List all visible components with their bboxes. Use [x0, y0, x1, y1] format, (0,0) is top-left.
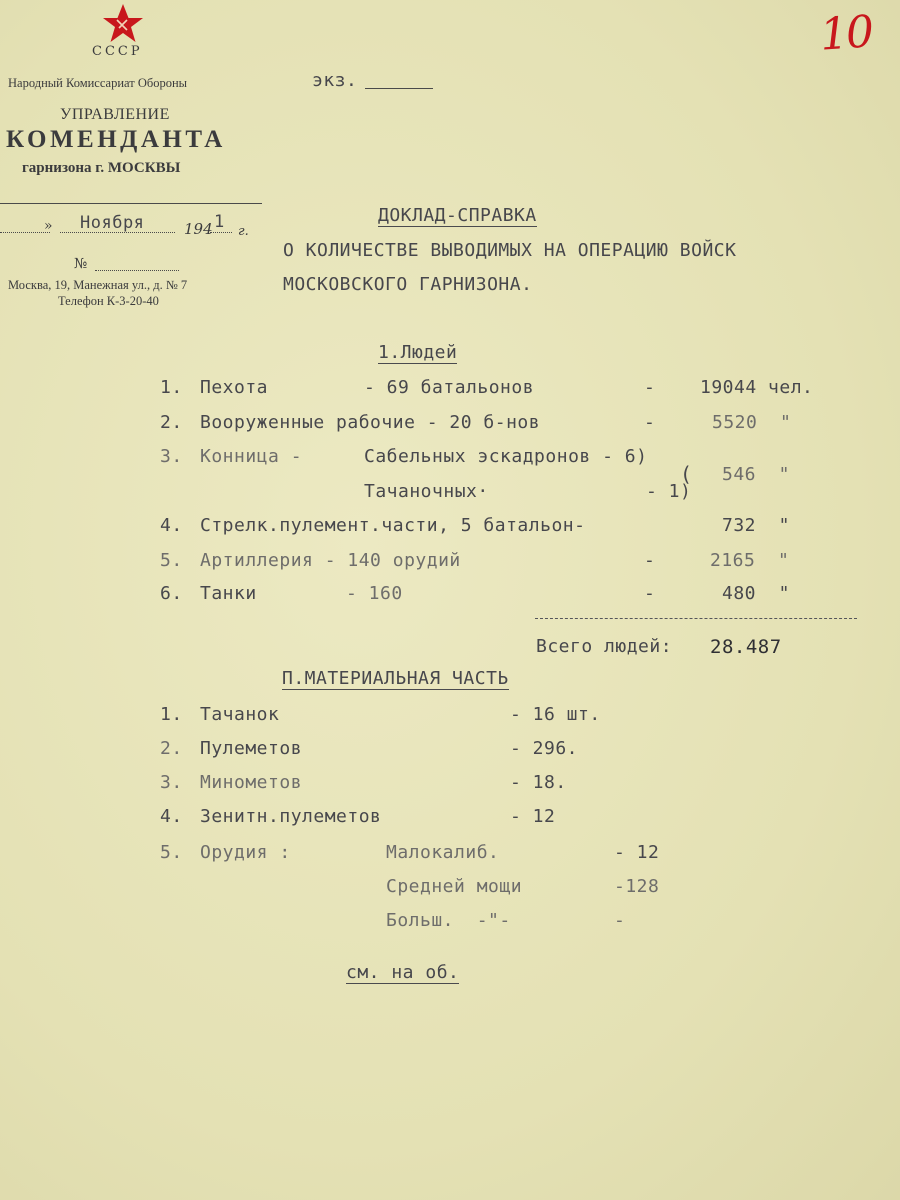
date-month: Ноября: [80, 213, 145, 233]
s1-row1-detail: - 69 батальонов: [364, 377, 535, 398]
section2-heading: П.МАТЕРИАЛЬНАЯ ЧАСТЬ: [282, 668, 509, 689]
letterhead-rule: [0, 203, 262, 204]
s1-row3-text: Конница -: [200, 446, 303, 467]
number-label: №: [74, 256, 88, 272]
document-title: ДОКЛАД-СПРАВКА: [378, 205, 537, 226]
date-day-line: [0, 232, 50, 233]
gun-type-2: Средней мощи: [386, 876, 523, 897]
s2-row1-num: 1.: [160, 704, 183, 725]
s2-row4-text: Зенитн.пулеметов: [200, 806, 382, 827]
s1-row4-text: Стрелк.пулемент.части, 5 батальон-: [200, 515, 586, 536]
s1-row3-num: 3.: [160, 446, 183, 467]
gun-type-3: Больш. -"-: [386, 910, 511, 931]
s1-row6-num: 6.: [160, 583, 183, 604]
s1-row2-text: Вооруженные рабочие - 20 б-нов: [200, 412, 541, 433]
s1-row3b-detail: Тачаночных·: [364, 481, 489, 502]
s1-row1-value: 19044 чел.: [700, 377, 814, 398]
copy-label: экз.: [312, 70, 358, 91]
cavalry-bracket: (: [680, 462, 693, 486]
letterhead-dept1: УПРАВЛЕНИЕ: [60, 106, 170, 123]
s2-row4-num: 4.: [160, 806, 183, 827]
s1-row6-value: 480 ": [722, 583, 791, 604]
s1-row6-dash: -: [644, 583, 656, 604]
document-subtitle-1: О КОЛИЧЕСТВЕ ВЫВОДИМЫХ НА ОПЕРАЦИЮ ВОЙСК: [283, 240, 737, 261]
s1-row4-value: 732 ": [722, 515, 791, 536]
s1-row2-dash: -: [644, 412, 656, 433]
date-year-print: 194: [184, 220, 213, 238]
s1-row3b-dash: - 1): [646, 481, 692, 502]
footer-note: см. на об.: [346, 962, 460, 983]
total-rule: [535, 618, 857, 619]
gun-value-3: -: [614, 910, 626, 931]
copy-line: [365, 88, 433, 89]
date-year-line: [210, 232, 232, 233]
s2-row1-value: - 16 шт.: [510, 704, 601, 725]
red-star-icon: [100, 2, 146, 46]
total-label: Всего людей:: [536, 636, 673, 657]
letterhead-address: Москва, 19, Манежная ул., д. № 7: [8, 278, 188, 292]
letterhead-commissariat: Народный Комиссариат Обороны: [8, 76, 188, 90]
letterhead-dept3: гарнизона г. МОСКВЫ: [22, 160, 181, 176]
s1-row2-num: 2.: [160, 412, 183, 433]
s1-row5-num: 5.: [160, 550, 183, 571]
s1-row2-value: 5520 ": [712, 412, 792, 433]
letterhead-country: СССР: [92, 44, 143, 59]
date-quote: »: [44, 218, 53, 234]
s1-row1-dash: -: [644, 377, 656, 398]
s1-row3-detail: Сабельных эскадронов - 6): [364, 446, 648, 467]
letterhead-dept2: КОМЕНДАНТА: [6, 126, 226, 153]
gun-value-2: -128: [614, 876, 660, 897]
s1-row4-num: 4.: [160, 515, 183, 536]
s1-row6-text: Танки: [200, 583, 257, 604]
s2-row4-value: - 12: [510, 806, 556, 827]
s2-row3-text: Минометов: [200, 772, 303, 793]
s1-row5-text: Артиллерия - 140 орудий: [200, 550, 461, 571]
s2-row2-text: Пулеметов: [200, 738, 303, 759]
cavalry-total: 546 ": [722, 464, 791, 485]
s2-row3-value: - 18.: [510, 772, 567, 793]
s2-row3-num: 3.: [160, 772, 183, 793]
s2-row1-text: Тачанок: [200, 704, 280, 725]
page-number: 10: [818, 6, 874, 61]
letterhead-phone: Телефон К-3-20-40: [58, 294, 159, 308]
s1-row1-num: 1.: [160, 377, 183, 398]
s2-row2-value: - 296.: [510, 738, 579, 759]
gun-value-1: - 12: [614, 842, 660, 863]
s1-row1-text: Пехота: [200, 377, 269, 398]
s1-row5-value: 2165 ": [710, 550, 790, 571]
total-value: 28.487: [710, 636, 782, 658]
s2-guns-num: 5.: [160, 842, 183, 863]
date-year-suffix: г.: [238, 224, 249, 239]
s2-row2-num: 2.: [160, 738, 183, 759]
s2-guns-label: Орудия :: [200, 842, 291, 863]
s1-row6-detail: - 160: [346, 583, 403, 604]
s1-row5-dash: -: [644, 550, 656, 571]
gun-type-1: Малокалиб.: [386, 842, 500, 863]
date-year-hand: 1: [214, 212, 225, 232]
number-line: [95, 270, 179, 271]
section1-heading: 1.Людей: [378, 342, 458, 363]
document-subtitle-2: МОСКОВСКОГО ГАРНИЗОНА.: [283, 274, 533, 295]
